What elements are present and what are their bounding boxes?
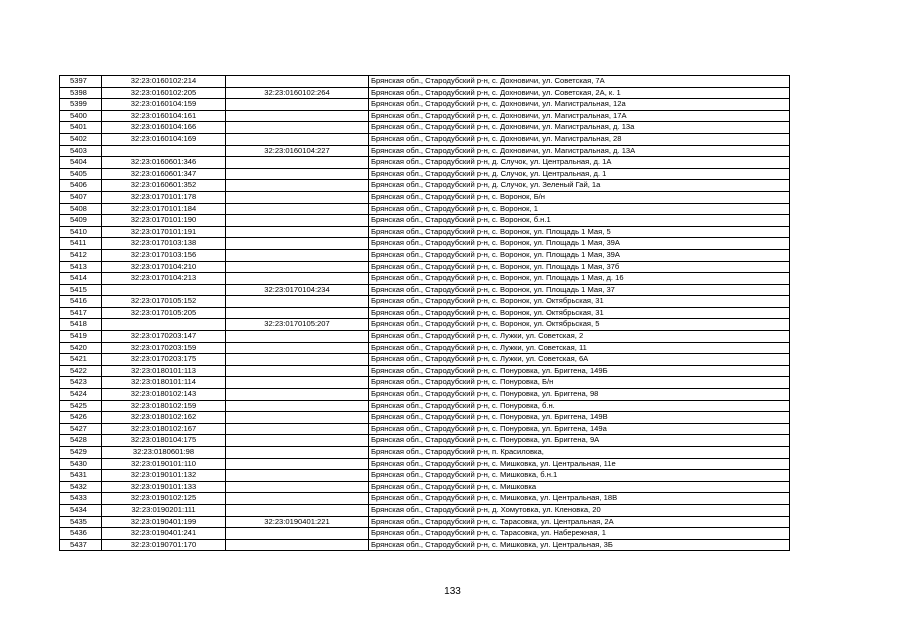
row-number-cell: 5417 (60, 307, 102, 319)
table-row (60, 261, 790, 273)
address-cell: Брянская обл., Стародубский р-н, с. Лужки, ул. Советская, 2 (369, 331, 790, 343)
linked-cadastral-number-cell (226, 226, 369, 238)
cadastral-number-cell (102, 319, 226, 331)
cadastral-number-cell: 32:23:0190101:132 (102, 470, 226, 482)
row-number-cell: 5398 (60, 87, 102, 99)
row-number-cell: 5427 (60, 423, 102, 435)
registry-table (59, 75, 790, 551)
linked-cadastral-number-cell (226, 273, 369, 285)
cadastral-number-cell: 32:23:0190401:241 (102, 528, 226, 540)
row-number-cell: 5423 (60, 377, 102, 389)
table-row (60, 319, 790, 331)
row-number-cell: 5411 (60, 238, 102, 250)
table-row (60, 168, 790, 180)
cadastral-number-cell: 32:23:0180102:167 (102, 423, 226, 435)
cadastral-number-cell: 32:23:0170104:210 (102, 261, 226, 273)
linked-cadastral-number-cell (226, 203, 369, 215)
linked-cadastral-number-cell (226, 389, 369, 401)
cadastral-number-cell: 32:23:0170203:175 (102, 354, 226, 366)
address-cell: Брянская обл., Стародубский р-н, д. Случок, ул. Центральная, д. 1 (369, 168, 790, 180)
cadastral-number-cell: 32:23:0170104:213 (102, 273, 226, 285)
cadastral-number-cell (102, 145, 226, 157)
cadastral-number-cell: 32:23:0160601:347 (102, 168, 226, 180)
cadastral-number-cell: 32:23:0160102:205 (102, 87, 226, 99)
linked-cadastral-number-cell (226, 504, 369, 516)
cadastral-number-cell: 32:23:0180102:143 (102, 389, 226, 401)
linked-cadastral-number-cell (226, 354, 369, 366)
table-row (60, 504, 790, 516)
table-row (60, 226, 790, 238)
row-number-cell: 5425 (60, 400, 102, 412)
address-cell: Брянская обл., Стародубский р-н, с. Дохновичи, ул. Советская, 2А, к. 1 (369, 87, 790, 99)
cadastral-number-cell: 32:23:0190201:111 (102, 504, 226, 516)
row-number-cell: 5412 (60, 249, 102, 261)
linked-cadastral-number-cell (226, 76, 369, 88)
table-row (60, 470, 790, 482)
table-row (60, 528, 790, 540)
row-number-cell: 5407 (60, 191, 102, 203)
linked-cadastral-number-cell: 32:23:0160102:264 (226, 87, 369, 99)
address-cell: Брянская обл., Стародубский р-н, с. Дохновичи, ул. Магистральная, д. 13а (369, 122, 790, 134)
address-cell: Брянская обл., Стародубский р-н, с. Воронок, ул. Октябрьская, 5 (369, 319, 790, 331)
linked-cadastral-number-cell (226, 180, 369, 192)
linked-cadastral-number-cell (226, 423, 369, 435)
table-row (60, 331, 790, 343)
address-cell: Брянская обл., Стародубский р-н, с. Тарасовка, ул. Набережная, 1 (369, 528, 790, 540)
cadastral-number-cell: 32:23:0160104:159 (102, 99, 226, 111)
table-row (60, 354, 790, 366)
row-number-cell: 5403 (60, 145, 102, 157)
cadastral-number-cell: 32:23:0180104:175 (102, 435, 226, 447)
row-number-cell: 5437 (60, 539, 102, 551)
address-cell: Брянская обл., Стародубский р-н, с. Понуровка, ул. Бриггена, 9А (369, 435, 790, 447)
row-number-cell: 5408 (60, 203, 102, 215)
linked-cadastral-number-cell (226, 307, 369, 319)
table-row (60, 389, 790, 401)
table-row (60, 481, 790, 493)
address-cell: Брянская обл., Стародубский р-н, с. Воронок, ул. Площадь 1 Мая, 5 (369, 226, 790, 238)
table-row (60, 307, 790, 319)
address-cell: Брянская обл., Стародубский р-н, с. Воронок, ул. Площадь 1 Мая, 37б (369, 261, 790, 273)
table-row (60, 516, 790, 528)
table-row (60, 365, 790, 377)
cadastral-number-cell: 32:23:0190701:170 (102, 539, 226, 551)
cadastral-number-cell: 32:23:0170103:138 (102, 238, 226, 250)
row-number-cell: 5402 (60, 133, 102, 145)
row-number-cell: 5400 (60, 110, 102, 122)
linked-cadastral-number-cell (226, 365, 369, 377)
row-number-cell: 5416 (60, 296, 102, 308)
linked-cadastral-number-cell (226, 215, 369, 227)
cadastral-number-cell: 32:23:0180601:98 (102, 447, 226, 459)
table-row (60, 215, 790, 227)
table-row (60, 76, 790, 88)
row-number-cell: 5413 (60, 261, 102, 273)
table-row (60, 249, 790, 261)
table-row (60, 539, 790, 551)
cadastral-number-cell: 32:23:0170105:205 (102, 307, 226, 319)
address-cell: Брянская обл., Стародубский р-н, с. Дохновичи, ул. Магистральная, д. 13А (369, 145, 790, 157)
row-number-cell: 5399 (60, 99, 102, 111)
table-row (60, 284, 790, 296)
linked-cadastral-number-cell (226, 296, 369, 308)
cadastral-number-cell: 32:23:0170101:178 (102, 191, 226, 203)
table-row (60, 238, 790, 250)
address-cell: Брянская обл., Стародубский р-н, с. Понуровка, ул. Бриггена, 149Б (369, 365, 790, 377)
cadastral-number-cell: 32:23:0170203:147 (102, 331, 226, 343)
cadastral-number-cell: 32:23:0170103:156 (102, 249, 226, 261)
address-cell: Брянская обл., Стародубский р-н, с. Воронок, ул. Октябрьская, 31 (369, 296, 790, 308)
row-number-cell: 5415 (60, 284, 102, 296)
linked-cadastral-number-cell (226, 470, 369, 482)
cadastral-number-cell: 32:23:0190101:110 (102, 458, 226, 470)
address-cell: Брянская обл., Стародубский р-н, с. Воронок, 1 (369, 203, 790, 215)
table-row (60, 110, 790, 122)
linked-cadastral-number-cell (226, 110, 369, 122)
row-number-cell: 5433 (60, 493, 102, 505)
row-number-cell: 5397 (60, 76, 102, 88)
row-number-cell: 5414 (60, 273, 102, 285)
table-row (60, 400, 790, 412)
linked-cadastral-number-cell (226, 539, 369, 551)
linked-cadastral-number-cell (226, 458, 369, 470)
address-cell: Брянская обл., Стародубский р-н, с. Понуровка, Б/н (369, 377, 790, 389)
table-row (60, 493, 790, 505)
linked-cadastral-number-cell (226, 528, 369, 540)
address-cell: Брянская обл., Стародубский р-н, с. Лужки, ул. Советская, 11 (369, 342, 790, 354)
address-cell: Брянская обл., Стародубский р-н, с. Понуровка, ул. Бриггена, 149а (369, 423, 790, 435)
table-row (60, 133, 790, 145)
cadastral-number-cell: 32:23:0190102:125 (102, 493, 226, 505)
address-cell: Брянская обл., Стародубский р-н, с. Мишковка, ул. Центральная, 11е (369, 458, 790, 470)
linked-cadastral-number-cell (226, 435, 369, 447)
table-row (60, 87, 790, 99)
row-number-cell: 5435 (60, 516, 102, 528)
cadastral-number-cell: 32:23:0190101:133 (102, 481, 226, 493)
address-cell: Брянская обл., Стародубский р-н, с. Понуровка, б.н. (369, 400, 790, 412)
cadastral-number-cell: 32:23:0180101:113 (102, 365, 226, 377)
cadastral-number-cell: 32:23:0160102:214 (102, 76, 226, 88)
cadastral-number-cell: 32:23:0160601:346 (102, 157, 226, 169)
address-cell: Брянская обл., Стародубский р-н, с. Воронок, ул. Площадь 1 Мая, 39А (369, 249, 790, 261)
linked-cadastral-number-cell (226, 249, 369, 261)
address-cell: Брянская обл., Стародубский р-н, с. Воронок, б.н.1 (369, 215, 790, 227)
address-cell: Брянская обл., Стародубский р-н, с. Воронок, ул. Площадь 1 Мая, 39А (369, 238, 790, 250)
linked-cadastral-number-cell (226, 377, 369, 389)
table-row (60, 458, 790, 470)
address-cell: Брянская обл., Стародубский р-н, с. Дохновичи, ул. Магистральная, 17А (369, 110, 790, 122)
linked-cadastral-number-cell (226, 133, 369, 145)
row-number-cell: 5432 (60, 481, 102, 493)
row-number-cell: 5426 (60, 412, 102, 424)
address-cell: Брянская обл., Стародубский р-н, д. Случок, ул. Центральная, д. 1А (369, 157, 790, 169)
address-cell: Брянская обл., Стародубский р-н, п. Красиловка, (369, 447, 790, 459)
row-number-cell: 5410 (60, 226, 102, 238)
row-number-cell: 5404 (60, 157, 102, 169)
table-row (60, 377, 790, 389)
linked-cadastral-number-cell (226, 99, 369, 111)
table-row (60, 145, 790, 157)
row-number-cell: 5422 (60, 365, 102, 377)
row-number-cell: 5405 (60, 168, 102, 180)
linked-cadastral-number-cell (226, 342, 369, 354)
address-cell: Брянская обл., Стародубский р-н, с. Мишковка, б.н.1 (369, 470, 790, 482)
cadastral-number-cell: 32:23:0180102:162 (102, 412, 226, 424)
row-number-cell: 5428 (60, 435, 102, 447)
linked-cadastral-number-cell (226, 238, 369, 250)
address-cell: Брянская обл., Стародубский р-н, д. Хомутовка, ул. Кленовка, 20 (369, 504, 790, 516)
linked-cadastral-number-cell: 32:23:0190401:221 (226, 516, 369, 528)
cadastral-number-cell: 32:23:0180101:114 (102, 377, 226, 389)
row-number-cell: 5424 (60, 389, 102, 401)
address-cell: Брянская обл., Стародубский р-н, с. Лужки, ул. Советская, 6А (369, 354, 790, 366)
address-cell: Брянская обл., Стародубский р-н, с. Тарасовка, ул. Центральная, 2А (369, 516, 790, 528)
linked-cadastral-number-cell (226, 447, 369, 459)
address-cell: Брянская обл., Стародубский р-н, с. Понуровка, ул. Бриггена, 149В (369, 412, 790, 424)
address-cell: Брянская обл., Стародубский р-н, с. Дохновичи, ул. Магистральная, 12а (369, 99, 790, 111)
cadastral-number-cell: 32:23:0170101:191 (102, 226, 226, 238)
cadastral-number-cell: 32:23:0160104:166 (102, 122, 226, 134)
address-cell: Брянская обл., Стародубский р-н, с. Мишковка, ул. Центральная, 18В (369, 493, 790, 505)
row-number-cell: 5434 (60, 504, 102, 516)
address-cell: Брянская обл., Стародубский р-н, с. Мишковка, ул. Центральная, 3Б (369, 539, 790, 551)
linked-cadastral-number-cell (226, 331, 369, 343)
table-row (60, 157, 790, 169)
linked-cadastral-number-cell: 32:23:0170104:234 (226, 284, 369, 296)
cadastral-number-cell: 32:23:0180102:159 (102, 400, 226, 412)
registry-table-body (60, 76, 790, 551)
linked-cadastral-number-cell (226, 191, 369, 203)
cadastral-number-cell: 32:23:0170203:159 (102, 342, 226, 354)
table-row (60, 191, 790, 203)
row-number-cell: 5409 (60, 215, 102, 227)
page-number: 133 (444, 586, 461, 597)
table-row (60, 447, 790, 459)
linked-cadastral-number-cell (226, 400, 369, 412)
table-row (60, 435, 790, 447)
table-row (60, 180, 790, 192)
address-cell: Брянская обл., Стародубский р-н, с. Мишковка (369, 481, 790, 493)
cadastral-number-cell: 32:23:0170101:184 (102, 203, 226, 215)
linked-cadastral-number-cell (226, 261, 369, 273)
cadastral-number-cell: 32:23:0170105:152 (102, 296, 226, 308)
table-row (60, 273, 790, 285)
linked-cadastral-number-cell (226, 412, 369, 424)
row-number-cell: 5430 (60, 458, 102, 470)
cadastral-number-cell: 32:23:0170101:190 (102, 215, 226, 227)
row-number-cell: 5421 (60, 354, 102, 366)
cadastral-number-cell: 32:23:0160104:161 (102, 110, 226, 122)
row-number-cell: 5401 (60, 122, 102, 134)
linked-cadastral-number-cell (226, 168, 369, 180)
row-number-cell: 5436 (60, 528, 102, 540)
table-row (60, 203, 790, 215)
address-cell: Брянская обл., Стародубский р-н, с. Дохновичи, ул. Магистральная, 28 (369, 133, 790, 145)
address-cell: Брянская обл., Стародубский р-н, с. Понуровка, ул. Бриггена, 98 (369, 389, 790, 401)
table-row (60, 423, 790, 435)
row-number-cell: 5431 (60, 470, 102, 482)
address-cell: Брянская обл., Стародубский р-н, с. Воронок, ул. Октябрьская, 31 (369, 307, 790, 319)
cadastral-number-cell: 32:23:0190401:199 (102, 516, 226, 528)
linked-cadastral-number-cell: 32:23:0170105:207 (226, 319, 369, 331)
address-cell: Брянская обл., Стародубский р-н, с. Воронок, ул. Площадь 1 Мая, 37 (369, 284, 790, 296)
linked-cadastral-number-cell (226, 122, 369, 134)
linked-cadastral-number-cell (226, 493, 369, 505)
cadastral-number-cell: 32:23:0160601:352 (102, 180, 226, 192)
address-cell: Брянская обл., Стародубский р-н, д. Случок, ул. Зеленый Гай, 1а (369, 180, 790, 192)
address-cell: Брянская обл., Стародубский р-н, с. Дохновичи, ул. Советская, 7А (369, 76, 790, 88)
linked-cadastral-number-cell (226, 481, 369, 493)
linked-cadastral-number-cell (226, 157, 369, 169)
table-row (60, 342, 790, 354)
row-number-cell: 5418 (60, 319, 102, 331)
row-number-cell: 5429 (60, 447, 102, 459)
table-row (60, 412, 790, 424)
table-row (60, 122, 790, 134)
row-number-cell: 5419 (60, 331, 102, 343)
cadastral-number-cell: 32:23:0160104:169 (102, 133, 226, 145)
address-cell: Брянская обл., Стародубский р-н, с. Воронок, Б/н (369, 191, 790, 203)
table-row (60, 99, 790, 111)
table-row (60, 296, 790, 308)
address-cell: Брянская обл., Стародубский р-н, с. Воронок, ул. Площадь 1 Мая, д. 16 (369, 273, 790, 285)
row-number-cell: 5406 (60, 180, 102, 192)
row-number-cell: 5420 (60, 342, 102, 354)
cadastral-number-cell (102, 284, 226, 296)
linked-cadastral-number-cell: 32:23:0160104:227 (226, 145, 369, 157)
